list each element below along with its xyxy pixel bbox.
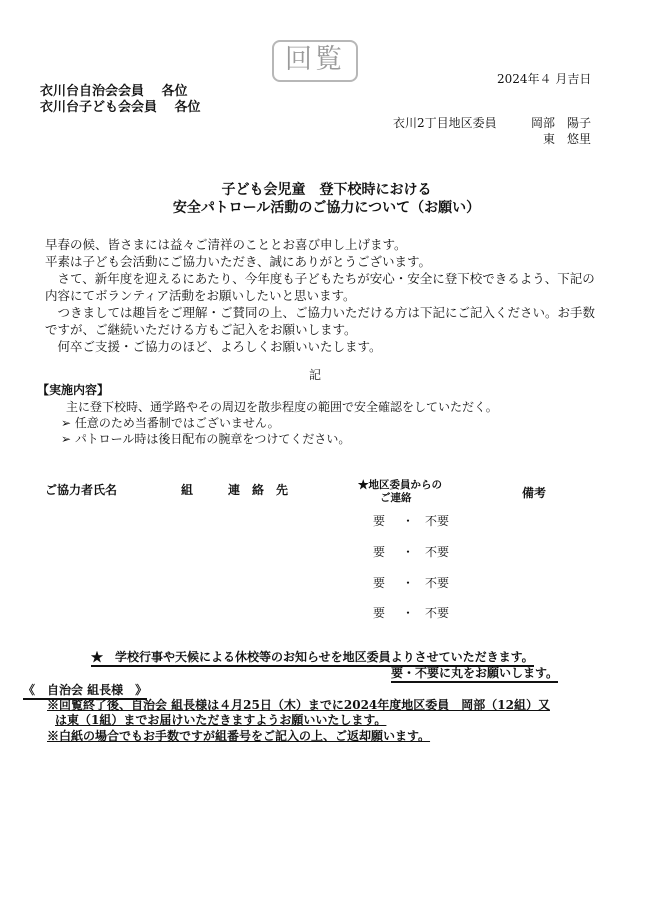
notice-line-2: 要・不要に丸をお願いします。	[391, 664, 558, 683]
option-need[interactable]: 要	[373, 606, 386, 620]
option-separator: ・	[402, 545, 415, 559]
option-no-need[interactable]: 不要	[425, 576, 450, 590]
return-note-line-2: は東（1組）までお届けいただきますようお願いいたします。	[55, 713, 387, 727]
option-separator: ・	[402, 576, 415, 590]
details-bullet-2: ➢ パトロール時は後日配布の腕章をつけてください。	[61, 432, 351, 446]
option-need[interactable]: 要	[373, 514, 386, 528]
body-paragraph: さて、新年度を迎えるにあたり、今年度も子どもたちが安心・安全に登下校できるよう、下記の内容にてボランティア活動をお願いしたいと思います。	[45, 271, 595, 303]
col-header-notice-sub: ご連絡	[380, 492, 412, 504]
col-header-remarks: 備考	[522, 486, 547, 500]
sender-organization: 衣川2丁目地区委員	[393, 116, 497, 130]
body-paragraph: 早春の候、皆さまには益々ご清祥のこととお喜び申し上げます。	[45, 237, 407, 252]
blank-return-note: ※白紙の場合でもお手数ですが組番号をご記入の上、ご返却願います。	[47, 729, 431, 743]
body-paragraph: 何卒ご支援・ご協力のほど、よろしくお願いいたします。	[57, 339, 382, 354]
recipient-line-1: 衣川台自治会会員 各位	[40, 84, 188, 99]
col-header-notice: ★地区委員からの	[358, 479, 442, 491]
option-no-need[interactable]: 不要	[425, 606, 450, 620]
col-header-group: 組	[181, 483, 194, 497]
option-need[interactable]: 要	[373, 545, 386, 559]
document-title-line-1: 子ども会児童 登下校時における	[221, 182, 432, 198]
option-separator: ・	[402, 606, 415, 620]
body-text	[45, 236, 605, 355]
ki-heading: 記	[309, 368, 322, 382]
col-header-name: ご協力者氏名	[45, 483, 118, 497]
document-title-line-2: 安全パトロール活動のご協力について（お願い）	[172, 200, 481, 216]
details-line: 主に登下校時、通学路やその周辺を散歩程度の範囲で安全確認をしていただく。	[66, 400, 498, 414]
sender-name-2: 東 悠里	[543, 132, 592, 146]
body-paragraph: 平素は子ども会活動にご協力いただき、誠にありがとうございます。	[45, 254, 432, 269]
body-paragraph: つきましては趣旨をご理解・ご賛同の上、ご協力いただける方は下記にご記入ください。お手数ですが、ご継続いただける方もご記入をお願いします。	[45, 305, 596, 337]
col-header-contact: 連 絡 先	[228, 483, 289, 497]
details-bullet-1: ➢ 任意のため当番制ではございません。	[61, 416, 280, 430]
circulation-stamp: 回覧	[272, 40, 358, 82]
option-need[interactable]: 要	[373, 576, 386, 590]
notice-line-1: ★ 学校行事や天候による休校等のお知らせを地区委員よりさせていただきます。	[91, 648, 534, 667]
details-heading: 【実施内容】	[37, 383, 110, 397]
issue-date: 2024年４ 月吉日	[497, 72, 592, 86]
sender-name-1: 岡部 陽子	[531, 116, 592, 130]
option-no-need[interactable]: 不要	[425, 514, 450, 528]
recipient-line-2: 衣川台子ども会会員 各位	[40, 100, 201, 115]
chief-heading: 《 自治会 組長様 》	[23, 681, 147, 700]
option-no-need[interactable]: 不要	[425, 545, 450, 559]
option-separator: ・	[402, 514, 415, 528]
return-note-line-1: ※回覧終了後、自治会 組長様は４月25日（木）までに2024年度地区委員 岡部（12組）又	[47, 698, 550, 712]
